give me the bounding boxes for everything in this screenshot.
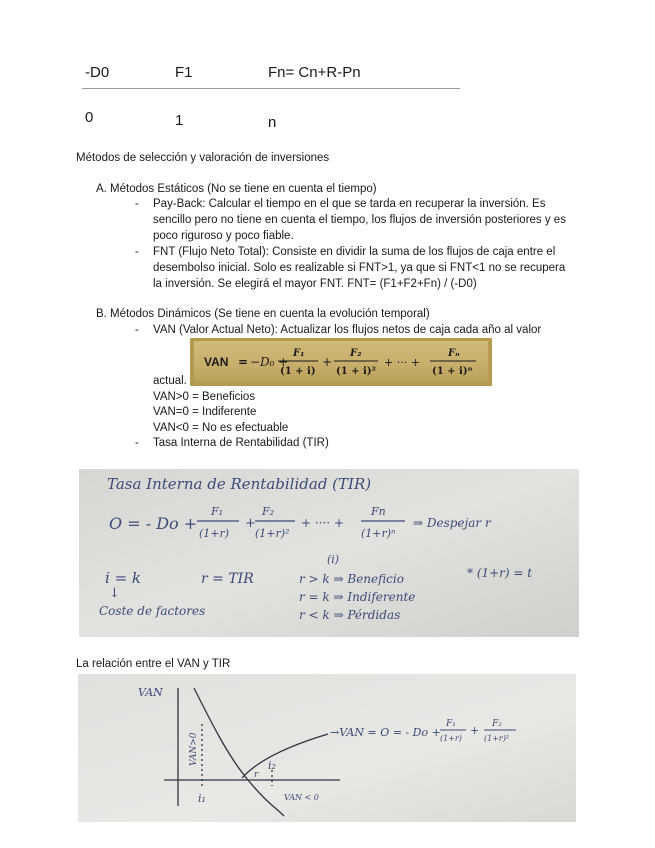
graph-axis-label: VAN [138, 686, 163, 699]
col-header-d0: -D0 [85, 64, 110, 81]
bullet-dash: - [135, 246, 139, 258]
note-eq-mid: + ···· + [301, 516, 344, 530]
formula-den2: (1 + i)² [336, 366, 376, 377]
fnt-line-2: desembolso inicial. Solo es realizable si FNT>1, ya que si FNT<1 no se recupera [153, 262, 566, 274]
note-eq-fn: Fn [371, 505, 386, 518]
formula-f2: F₂ [350, 348, 362, 359]
tir-bullet: Tasa Interna de Rentabilidad (TIR) [153, 437, 329, 449]
van-tir-graph-photo [78, 674, 576, 822]
bullet-dash: - [135, 324, 139, 336]
static-methods-heading: A. Métodos Estáticos (No se tiene en cuenta el tiempo) [96, 183, 377, 195]
payback-line-2: sencillo pero no tiene en cuenta el tiempo, los flujos de inversión posteriores y es [153, 214, 566, 226]
tir-handwritten-photo [79, 469, 579, 637]
fnt-line-1: FNT (Flujo Neto Total): Consiste en dividir la suma de los flujos de caja entre el [153, 246, 556, 258]
note-star: * (1+r) = t [467, 566, 533, 580]
note-r-def: r = TIR [201, 571, 254, 587]
formula-den1: (1 + i) [280, 366, 316, 377]
note-cond-equal: r = k ⇒ Indiferente [299, 590, 416, 604]
col-header-f1: F1 [175, 64, 193, 81]
graph-f2: F₂ [492, 719, 502, 729]
note-eq-start: O = - Do + [109, 514, 198, 533]
van-case-zero: VAN=0 = Indiferente [153, 406, 257, 418]
note-marker: (i) [327, 553, 340, 566]
graph-tick-i1: i₁ [198, 792, 206, 805]
graph-curve-eq: →VAN = O = - Do + [330, 726, 441, 739]
van-actual: actual. [153, 375, 187, 387]
note-eq-den1: (1+r) [199, 527, 230, 540]
dynamic-methods-heading: B. Métodos Dinámicos (Se tiene en cuenta la evolución temporal) [96, 308, 430, 320]
formula-ellipsis: + ··· + [384, 356, 420, 369]
formula-equals: = [238, 355, 249, 369]
note-arrow: ↓ [109, 586, 120, 601]
note-cond-greater: r > k ⇒ Beneficio [299, 572, 404, 586]
graph-r-label: r [254, 770, 259, 780]
table-divider [82, 88, 460, 89]
cell-period-n: n [268, 114, 277, 131]
van-definition: VAN (Valor Actual Neto): Actualizar los flujos netos de caja cada año al valor [153, 324, 542, 336]
note-eq-denn: (1+r)ⁿ [361, 527, 396, 540]
graph-f1: F₁ [446, 719, 456, 729]
graph-tick-i2: i₂ [268, 759, 276, 772]
formula-fn: Fₙ [448, 348, 460, 359]
bullet-dash: - [135, 437, 139, 449]
section-title: Métodos de selección y valoración de inversiones [76, 152, 330, 164]
col-header-fn: Fn= Cn+R-Pn [268, 64, 361, 81]
van-formula-image [190, 338, 492, 386]
formula-lhs: VAN [204, 355, 229, 369]
graph-den1: (1+r) [440, 734, 462, 743]
formula-plus1: + [322, 355, 333, 369]
formula-d0: −D₀ + [250, 355, 289, 369]
van-case-negative: VAN<0 = No es efectuable [153, 422, 289, 434]
note-cond-less: r < k ⇒ Pérdidas [299, 608, 401, 622]
graph-den2: (1+r)² [484, 734, 510, 743]
cell-period-1: 1 [175, 112, 184, 129]
bullet-dash: - [135, 198, 139, 210]
van-case-positive: VAN>0 = Beneficios [153, 391, 256, 403]
formula-f1: F₁ [293, 348, 305, 359]
note-eq-f2: F₂ [262, 505, 275, 518]
graph-vertical-label: VAN>0 [189, 732, 199, 766]
fnt-line-3: la inversión. Se elegirá el mayor FNT. FNT= (F1+F2+Fn) / (-D0) [153, 278, 477, 290]
payback-line-1: Pay-Back: Calcular el tiempo en el que se tarda en recuperar la inversión. Es [153, 198, 546, 210]
payback-line-3: poco riguroso y poco fiable. [153, 230, 294, 242]
note-eq-den2: (1+r)² [255, 527, 290, 540]
note-eq-f1: F₁ [211, 505, 224, 518]
formula-denn: (1 + i)ⁿ [432, 366, 473, 377]
note-eq-solve: ⇒ Despejar r [413, 516, 491, 530]
relation-title: La relación entre el VAN y TIR [76, 658, 231, 670]
graph-plus: + [470, 724, 480, 737]
note-title: Tasa Interna de Rentabilidad (TIR) [107, 475, 372, 493]
graph-neg-label: VAN < 0 [284, 793, 319, 802]
note-coste: Coste de factores [99, 604, 206, 618]
note-eq-plus: + [245, 516, 256, 531]
cell-period-0: 0 [85, 109, 94, 126]
note-i-eq-k: i = k [105, 569, 141, 587]
